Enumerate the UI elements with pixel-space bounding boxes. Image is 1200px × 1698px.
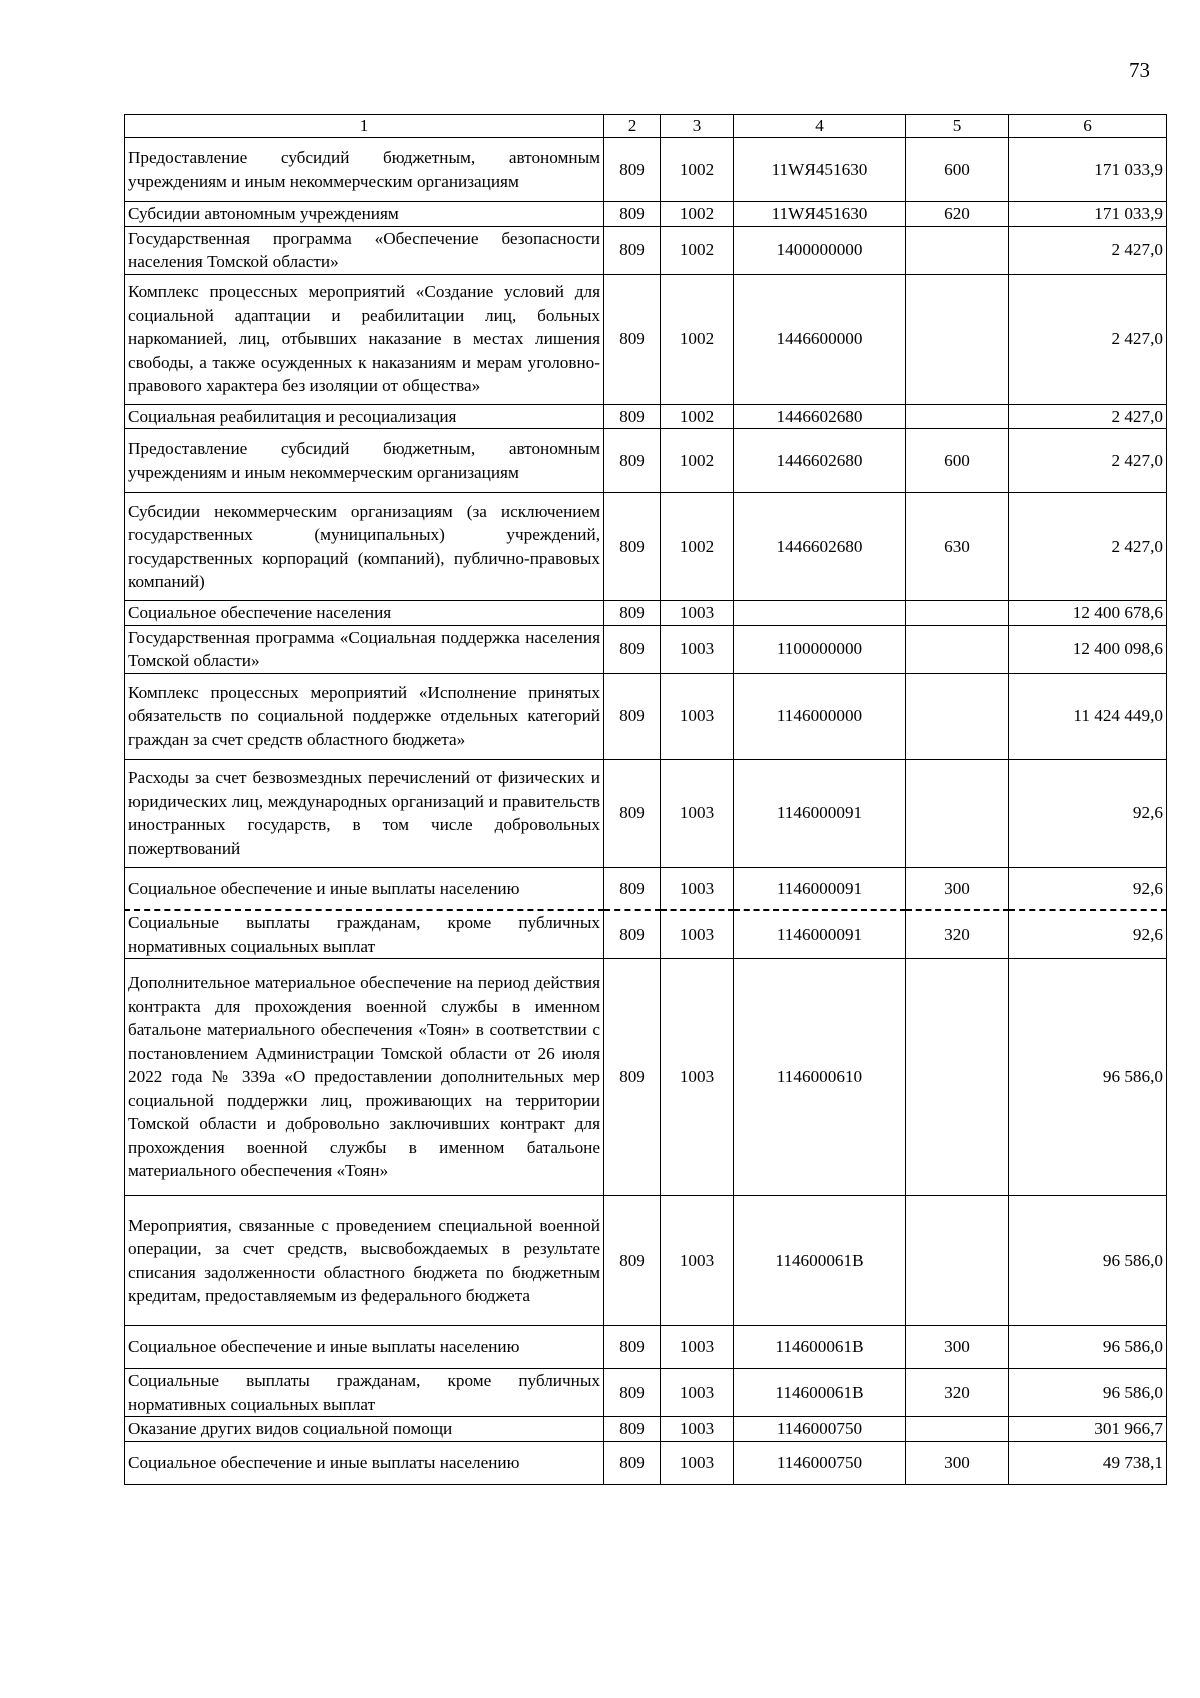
table-row <box>125 867 1167 910</box>
table-row <box>125 226 1167 274</box>
row-amount: 301 966,7 <box>1009 1417 1167 1442</box>
table-row <box>125 601 1167 626</box>
row-target-code: 1446602680 <box>734 429 906 493</box>
row-ministry-code: 809 <box>604 601 661 626</box>
row-amount: 2 427,0 <box>1009 226 1167 274</box>
table-row <box>125 274 1167 404</box>
row-amount: 12 400 678,6 <box>1009 601 1167 626</box>
row-ministry-code: 809 <box>604 1196 661 1326</box>
row-name: Социальное обеспечение и иные выплаты населению <box>125 867 604 910</box>
row-target-code: 11WЯ451630 <box>734 138 906 202</box>
row-expense-type <box>906 1417 1009 1442</box>
row-name: Социальное обеспечение населения <box>125 601 604 626</box>
row-name: Расходы за счет безвозмездных перечислений от физических и юридических лиц, международных организаций и правительств иностранных государств, в том числе добровольных пожертвований <box>125 759 604 867</box>
row-ministry-code: 809 <box>604 867 661 910</box>
row-expense-type: 320 <box>906 1369 1009 1417</box>
row-amount: 96 586,0 <box>1009 959 1167 1196</box>
table-row <box>125 1196 1167 1326</box>
row-target-code: 1146000091 <box>734 759 906 867</box>
row-ministry-code: 809 <box>604 1441 661 1484</box>
row-ministry-code: 809 <box>604 493 661 601</box>
row-target-code: 1146000750 <box>734 1441 906 1484</box>
row-section-code: 1002 <box>661 274 734 404</box>
row-expense-type <box>906 625 1009 673</box>
row-ministry-code: 809 <box>604 274 661 404</box>
row-section-code: 1002 <box>661 429 734 493</box>
row-ministry-code: 809 <box>604 202 661 227</box>
table-row <box>125 404 1167 429</box>
table-row <box>125 138 1167 202</box>
row-expense-type: 300 <box>906 1441 1009 1484</box>
row-expense-type <box>906 959 1009 1196</box>
row-ministry-code: 809 <box>604 1326 661 1369</box>
row-target-code: 114600061В <box>734 1196 906 1326</box>
header-col-2: 2 <box>604 115 661 138</box>
row-section-code: 1003 <box>661 1196 734 1326</box>
row-ministry-code: 809 <box>604 1417 661 1442</box>
table-row <box>125 1326 1167 1369</box>
row-amount: 2 427,0 <box>1009 274 1167 404</box>
row-amount: 92,6 <box>1009 759 1167 867</box>
row-expense-type <box>906 601 1009 626</box>
header-col-1: 1 <box>125 115 604 138</box>
row-section-code: 1003 <box>661 625 734 673</box>
row-ministry-code: 809 <box>604 910 661 959</box>
row-target-code: 1446600000 <box>734 274 906 404</box>
table-row <box>125 1417 1167 1442</box>
row-target-code: 1446602680 <box>734 493 906 601</box>
row-target-code: 1146000091 <box>734 867 906 910</box>
table-row <box>125 625 1167 673</box>
table-row <box>125 959 1167 1196</box>
row-section-code: 1002 <box>661 138 734 202</box>
row-section-code: 1002 <box>661 493 734 601</box>
row-target-code: 1146000750 <box>734 1417 906 1442</box>
row-section-code: 1003 <box>661 867 734 910</box>
row-name: Комплекс процессных мероприятий «Создание условий для социальной адаптации и реабилитации лиц, больных наркоманией, лиц, отбывших наказание в местах лишения свободы, а также осужденных к наказаниям и мерам уголовно-правового характера без изоляции от общества» <box>125 274 604 404</box>
row-section-code: 1003 <box>661 601 734 626</box>
row-target-code: 114600061В <box>734 1369 906 1417</box>
table-row <box>125 1369 1167 1417</box>
row-amount: 11 424 449,0 <box>1009 673 1167 759</box>
row-section-code: 1003 <box>661 1369 734 1417</box>
row-amount: 171 033,9 <box>1009 202 1167 227</box>
row-name: Социальная реабилитация и ресоциализация <box>125 404 604 429</box>
row-name: Социальные выплаты гражданам, кроме публичных нормативных социальных выплат <box>125 1369 604 1417</box>
row-section-code: 1003 <box>661 1326 734 1369</box>
row-expense-type: 320 <box>906 910 1009 959</box>
row-name: Социальное обеспечение и иные выплаты населению <box>125 1441 604 1484</box>
row-section-code: 1003 <box>661 910 734 959</box>
header-col-6: 6 <box>1009 115 1167 138</box>
row-target-code: 1400000000 <box>734 226 906 274</box>
row-expense-type <box>906 759 1009 867</box>
row-target-code: 1100000000 <box>734 625 906 673</box>
row-target-code: 1446602680 <box>734 404 906 429</box>
row-target-code: 11WЯ451630 <box>734 202 906 227</box>
row-name: Социальные выплаты гражданам, кроме публичных нормативных социальных выплат <box>125 910 604 959</box>
table-row <box>125 1441 1167 1484</box>
row-ministry-code: 809 <box>604 1369 661 1417</box>
row-expense-type: 600 <box>906 429 1009 493</box>
table-header-row <box>125 115 1167 138</box>
row-amount: 96 586,0 <box>1009 1196 1167 1326</box>
row-target-code: 1146000610 <box>734 959 906 1196</box>
row-section-code: 1002 <box>661 202 734 227</box>
row-target-code: 1146000000 <box>734 673 906 759</box>
row-ministry-code: 809 <box>604 625 661 673</box>
row-name: Государственная программа «Обеспечение безопасности населения Томской области» <box>125 226 604 274</box>
row-expense-type <box>906 226 1009 274</box>
header-col-5: 5 <box>906 115 1009 138</box>
row-section-code: 1002 <box>661 404 734 429</box>
row-amount: 2 427,0 <box>1009 429 1167 493</box>
header-col-3: 3 <box>661 115 734 138</box>
row-ministry-code: 809 <box>604 673 661 759</box>
row-expense-type: 300 <box>906 867 1009 910</box>
table-row <box>125 673 1167 759</box>
table-row <box>125 759 1167 867</box>
row-amount: 49 738,1 <box>1009 1441 1167 1484</box>
row-name: Предоставление субсидий бюджетным, автономным учреждениям и иным некоммерческим организациям <box>125 429 604 493</box>
row-section-code: 1003 <box>661 959 734 1196</box>
table-row <box>125 202 1167 227</box>
row-expense-type <box>906 404 1009 429</box>
row-expense-type <box>906 673 1009 759</box>
row-section-code: 1003 <box>661 759 734 867</box>
row-name: Субсидии некоммерческим организациям (за исключением государственных (муниципальных) учреждений, государственных корпораций (компаний), публично-правовых компаний) <box>125 493 604 601</box>
row-expense-type: 620 <box>906 202 1009 227</box>
row-expense-type: 600 <box>906 138 1009 202</box>
row-name: Государственная программа «Социальная поддержка населения Томской области» <box>125 625 604 673</box>
row-section-code: 1002 <box>661 226 734 274</box>
row-amount: 96 586,0 <box>1009 1369 1167 1417</box>
row-expense-type <box>906 274 1009 404</box>
table-row <box>125 910 1167 959</box>
row-target-code: 114600061В <box>734 1326 906 1369</box>
row-name: Оказание других видов социальной помощи <box>125 1417 604 1442</box>
row-expense-type: 300 <box>906 1326 1009 1369</box>
row-ministry-code: 809 <box>604 138 661 202</box>
row-target-code: 1146000091 <box>734 910 906 959</box>
row-name: Субсидии автономным учреждениям <box>125 202 604 227</box>
table-row <box>125 493 1167 601</box>
row-ministry-code: 809 <box>604 759 661 867</box>
row-target-code <box>734 601 906 626</box>
row-amount: 2 427,0 <box>1009 404 1167 429</box>
budget-table <box>124 114 1167 1485</box>
row-expense-type: 630 <box>906 493 1009 601</box>
page-number: 73 <box>1129 58 1150 82</box>
row-amount: 92,6 <box>1009 910 1167 959</box>
table-row <box>125 429 1167 493</box>
row-section-code: 1003 <box>661 673 734 759</box>
row-name: Предоставление субсидий бюджетным, автономным учреждениям и иным некоммерческим организациям <box>125 138 604 202</box>
row-amount: 171 033,9 <box>1009 138 1167 202</box>
row-ministry-code: 809 <box>604 429 661 493</box>
header-col-4: 4 <box>734 115 906 138</box>
row-ministry-code: 809 <box>604 959 661 1196</box>
row-amount: 2 427,0 <box>1009 493 1167 601</box>
row-expense-type <box>906 1196 1009 1326</box>
row-section-code: 1003 <box>661 1441 734 1484</box>
row-section-code: 1003 <box>661 1417 734 1442</box>
row-amount: 92,6 <box>1009 867 1167 910</box>
row-amount: 12 400 098,6 <box>1009 625 1167 673</box>
row-name: Дополнительное материальное обеспечение на период действия контракта для прохождения военной службы в именном батальоне материального обеспечения «Тоян» в соответствии с постановлением Администрации Томской области от 26 июля 2022 года № 339а «О предоставлении дополнительных мер социальной поддержки лиц, проживающих на территории Томской области и добровольно заключивших контракт для прохождения военной службы в именном батальоне материального обеспечения «Тоян» <box>125 959 604 1196</box>
row-ministry-code: 809 <box>604 226 661 274</box>
row-name: Социальное обеспечение и иные выплаты населению <box>125 1326 604 1369</box>
row-amount: 96 586,0 <box>1009 1326 1167 1369</box>
row-name: Мероприятия, связанные с проведением специальной военной операции, за счет средств, высвобождаемых в результате списания задолженности областного бюджета по бюджетным кредитам, предоставляемым из федерального бюджета <box>125 1196 604 1326</box>
row-ministry-code: 809 <box>604 404 661 429</box>
row-name: Комплекс процессных мероприятий «Исполнение принятых обязательств по социальной поддержке отдельных категорий граждан за счет средств областного бюджета» <box>125 673 604 759</box>
